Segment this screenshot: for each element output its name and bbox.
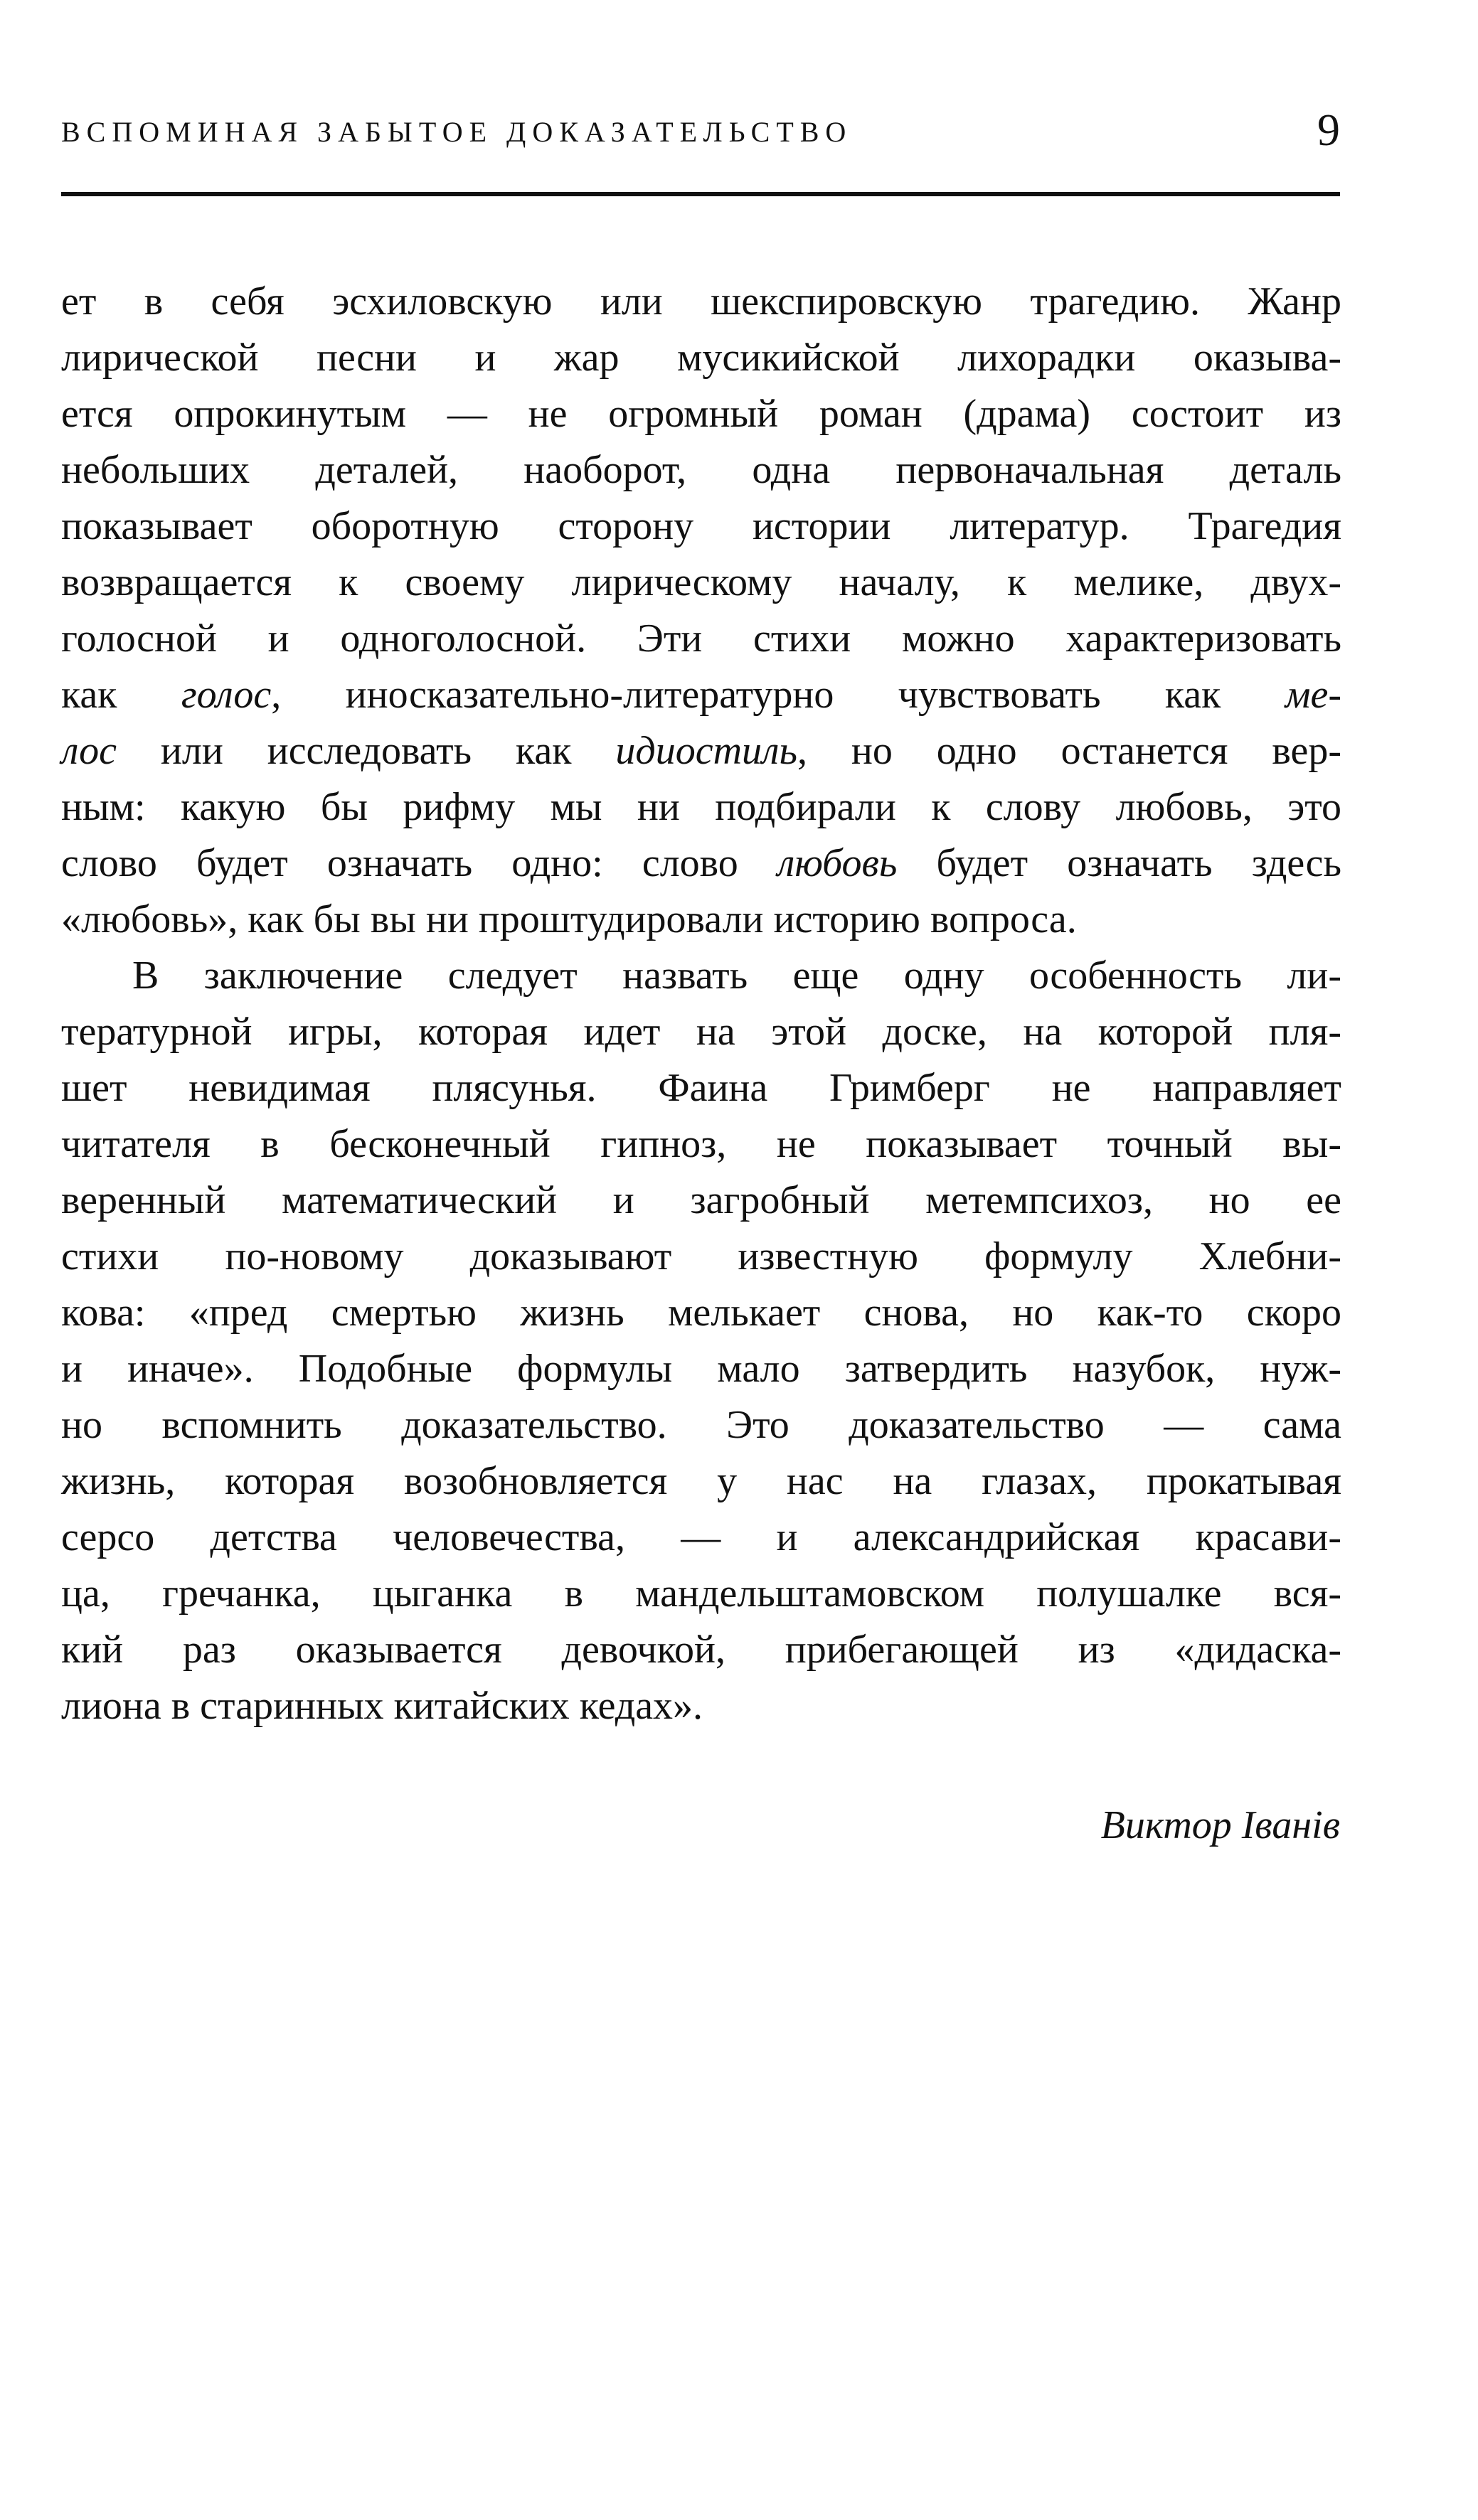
text-run: стихи по-новому доказывают известную формулу Хлебни-	[61, 1234, 1341, 1278]
text-run: и иначе». Подобные формулы мало затвердить назубок, нуж-	[61, 1347, 1341, 1391]
text-run: лирической песни и жар мусикийской лихорадки оказыва-	[61, 336, 1341, 380]
text-run: ца, гречанка, цыганка в мандельштамовском полушалке вся-	[61, 1571, 1341, 1616]
text-line	[61, 779, 1341, 835]
text-run: будет означать здесь	[897, 841, 1342, 885]
italic-term: лос	[61, 729, 117, 773]
text-line	[61, 274, 1341, 330]
text-run: , иносказательно-литературно чувствовать как	[271, 673, 1285, 717]
paragraph	[61, 274, 1341, 948]
text-line	[61, 1622, 1341, 1678]
text-line	[61, 667, 1341, 723]
text-run: кова: «пред смертью жизнь мелькает снова, но как-то скоро	[61, 1291, 1341, 1335]
text-line	[61, 948, 1341, 1004]
paragraph	[61, 948, 1341, 1734]
text-run: возвращается к своему лирическому началу, к мелике, двух-	[61, 560, 1341, 604]
text-run: «любовь», как бы вы ни проштудировали историю вопроса.	[61, 897, 1077, 941]
text-run: тературной игры, которая идет на этой доске, на которой пля-	[61, 1010, 1341, 1054]
text-run: небольших деталей, наоборот, одна первоначальная деталь	[61, 448, 1341, 492]
text-run: В заключение следует назвать еще одну особенность ли-	[132, 954, 1341, 998]
text-run: голосной и одноголосной. Эти стихи можно характеризовать	[61, 616, 1341, 661]
text-run: ется опрокинутым — не огромный роман (драма) состоит из	[61, 392, 1341, 436]
text-run: слово будет означать одно: слово	[61, 841, 777, 885]
header-rule	[61, 192, 1340, 196]
text-run: ет в себя эсхиловскую или шекспировскую трагедию. Жанр	[61, 279, 1341, 324]
italic-term: ме-	[1285, 673, 1342, 717]
text-run: показывает оборотную сторону истории литератур. Трагедия	[61, 504, 1341, 548]
text-run: кий раз оказывается девочкой, прибегающей из «дидаска-	[61, 1628, 1341, 1672]
text-line	[61, 611, 1341, 667]
text-run: ным: какую бы рифму мы ни подбирали к слову любовь, это	[61, 785, 1341, 829]
text-run: как	[61, 673, 181, 717]
text-line	[61, 498, 1341, 555]
text-line	[61, 1004, 1341, 1060]
text-run: читателя в бесконечный гипноз, не показывает точный вы-	[61, 1122, 1341, 1166]
italic-term: идиостиль	[615, 729, 797, 773]
text-run: или исследовать как	[116, 729, 616, 773]
text-line	[61, 1116, 1341, 1173]
text-line	[61, 1566, 1341, 1622]
text-line	[61, 1397, 1341, 1453]
italic-term: голос	[181, 673, 272, 717]
text-line	[61, 330, 1341, 386]
text-line	[61, 1173, 1341, 1229]
text-line	[61, 723, 1341, 779]
running-title: ВСПОМИНАЯ ЗАБЫТОЕ ДОКАЗАТЕЛЬСТВО	[61, 116, 853, 148]
text-line	[61, 1341, 1341, 1397]
text-line	[61, 1678, 1341, 1734]
text-run: но вспомнить доказательство. Это доказательство — сама	[61, 1403, 1341, 1447]
text-run: веренный математический и загробный метемпсихоз, но ее	[61, 1178, 1341, 1222]
text-line	[61, 835, 1341, 892]
author-signature: Виктор Іванів	[1100, 1803, 1340, 1847]
text-run: , но одно останется вер-	[797, 729, 1341, 773]
text-line	[61, 1285, 1341, 1341]
text-run: лиона в старинных китайских кедах».	[61, 1684, 703, 1728]
text-line	[61, 1229, 1341, 1285]
text-line	[61, 1510, 1341, 1566]
text-run: жизнь, которая возобновляется у нас на глазах, прокатывая	[61, 1459, 1341, 1503]
body-text	[61, 274, 1341, 1734]
page-number: 9	[1317, 105, 1340, 155]
text-line	[61, 442, 1341, 498]
text-line	[61, 555, 1341, 611]
text-line	[61, 386, 1341, 442]
text-line	[61, 1453, 1341, 1510]
running-head	[61, 105, 1340, 162]
text-run: серсо детства человечества, — и александрийская красави-	[61, 1515, 1341, 1559]
text-line	[61, 892, 1341, 948]
text-run: шет невидимая плясунья. Фаина Гримберг не направляет	[61, 1066, 1341, 1110]
italic-term: любовь	[777, 841, 898, 885]
text-line	[61, 1060, 1341, 1116]
